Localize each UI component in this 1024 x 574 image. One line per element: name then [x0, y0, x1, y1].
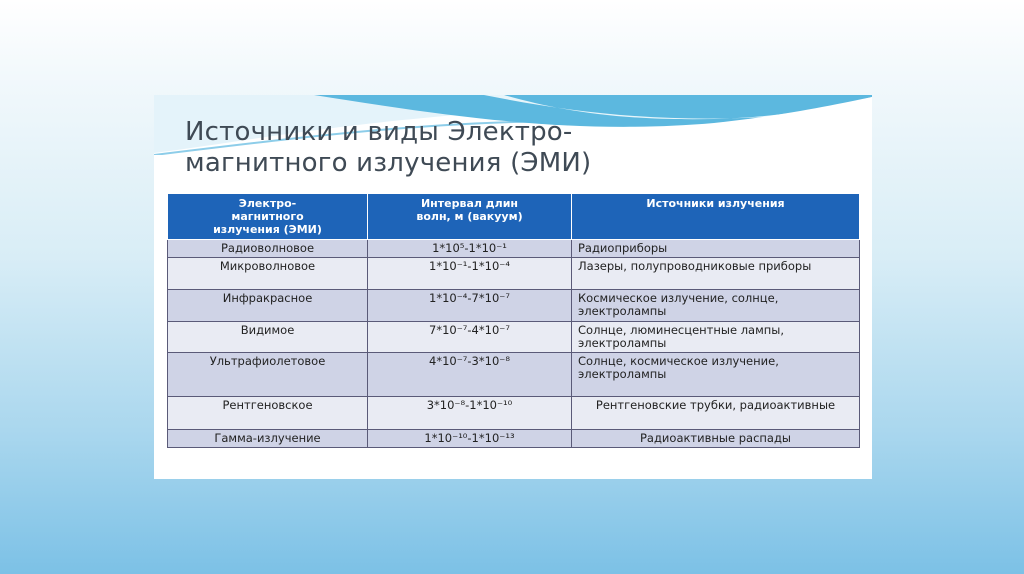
cell-sources: Лазеры, полупроводниковые приборы: [572, 258, 860, 290]
header-type: Электро- магнитного излучения (ЭМИ): [168, 194, 368, 240]
table-header-row: [168, 194, 860, 240]
table-row: [168, 322, 860, 353]
cell-range: 3*10⁻⁸-1*10⁻¹⁰: [368, 397, 572, 430]
cell-sources: Радиоприборы: [572, 240, 860, 258]
cell-type: Инфракрасное: [168, 290, 368, 322]
slide-title: Источники и виды Электро- магнитного излучения (ЭМИ): [185, 117, 592, 178]
cell-range: 1*10⁻¹⁰-1*10⁻¹³: [368, 430, 572, 448]
cell-range: 7*10⁻⁷-4*10⁻⁷: [368, 322, 572, 353]
emi-table: [167, 193, 860, 448]
table-row: [168, 258, 860, 290]
header-sources: Источники излучения: [572, 194, 860, 240]
table-row: [168, 397, 860, 430]
cell-range: 1*10⁻⁴-7*10⁻⁷: [368, 290, 572, 322]
table-row: [168, 430, 860, 448]
cell-range: 1*10⁵-1*10⁻¹: [368, 240, 572, 258]
cell-sources: Рентгеновские трубки, радиоактивные: [572, 397, 860, 430]
cell-type: Гамма-излучение: [168, 430, 368, 448]
table-row: [168, 290, 860, 322]
cell-type: Микроволновое: [168, 258, 368, 290]
cell-range: 1*10⁻¹-1*10⁻⁴: [368, 258, 572, 290]
cell-range: 4*10⁻⁷-3*10⁻⁸: [368, 353, 572, 397]
cell-type: Ультрафиолетовое: [168, 353, 368, 397]
cell-type: Рентгеновское: [168, 397, 368, 430]
cell-sources: Космическое излучение, солнце, электролампы: [572, 290, 860, 322]
cell-sources: Солнце, люминесцентные лампы, электролампы: [572, 322, 860, 353]
cell-sources: Солнце, космическое излучение, электролампы: [572, 353, 860, 397]
slide-image: [154, 95, 872, 479]
cell-sources: Радиоактивные распады: [572, 430, 860, 448]
cell-type: Видимое: [168, 322, 368, 353]
cell-type: Радиоволновое: [168, 240, 368, 258]
table-row: [168, 353, 860, 397]
table-row: [168, 240, 860, 258]
header-range: Интервал длин волн, м (вакуум): [368, 194, 572, 240]
